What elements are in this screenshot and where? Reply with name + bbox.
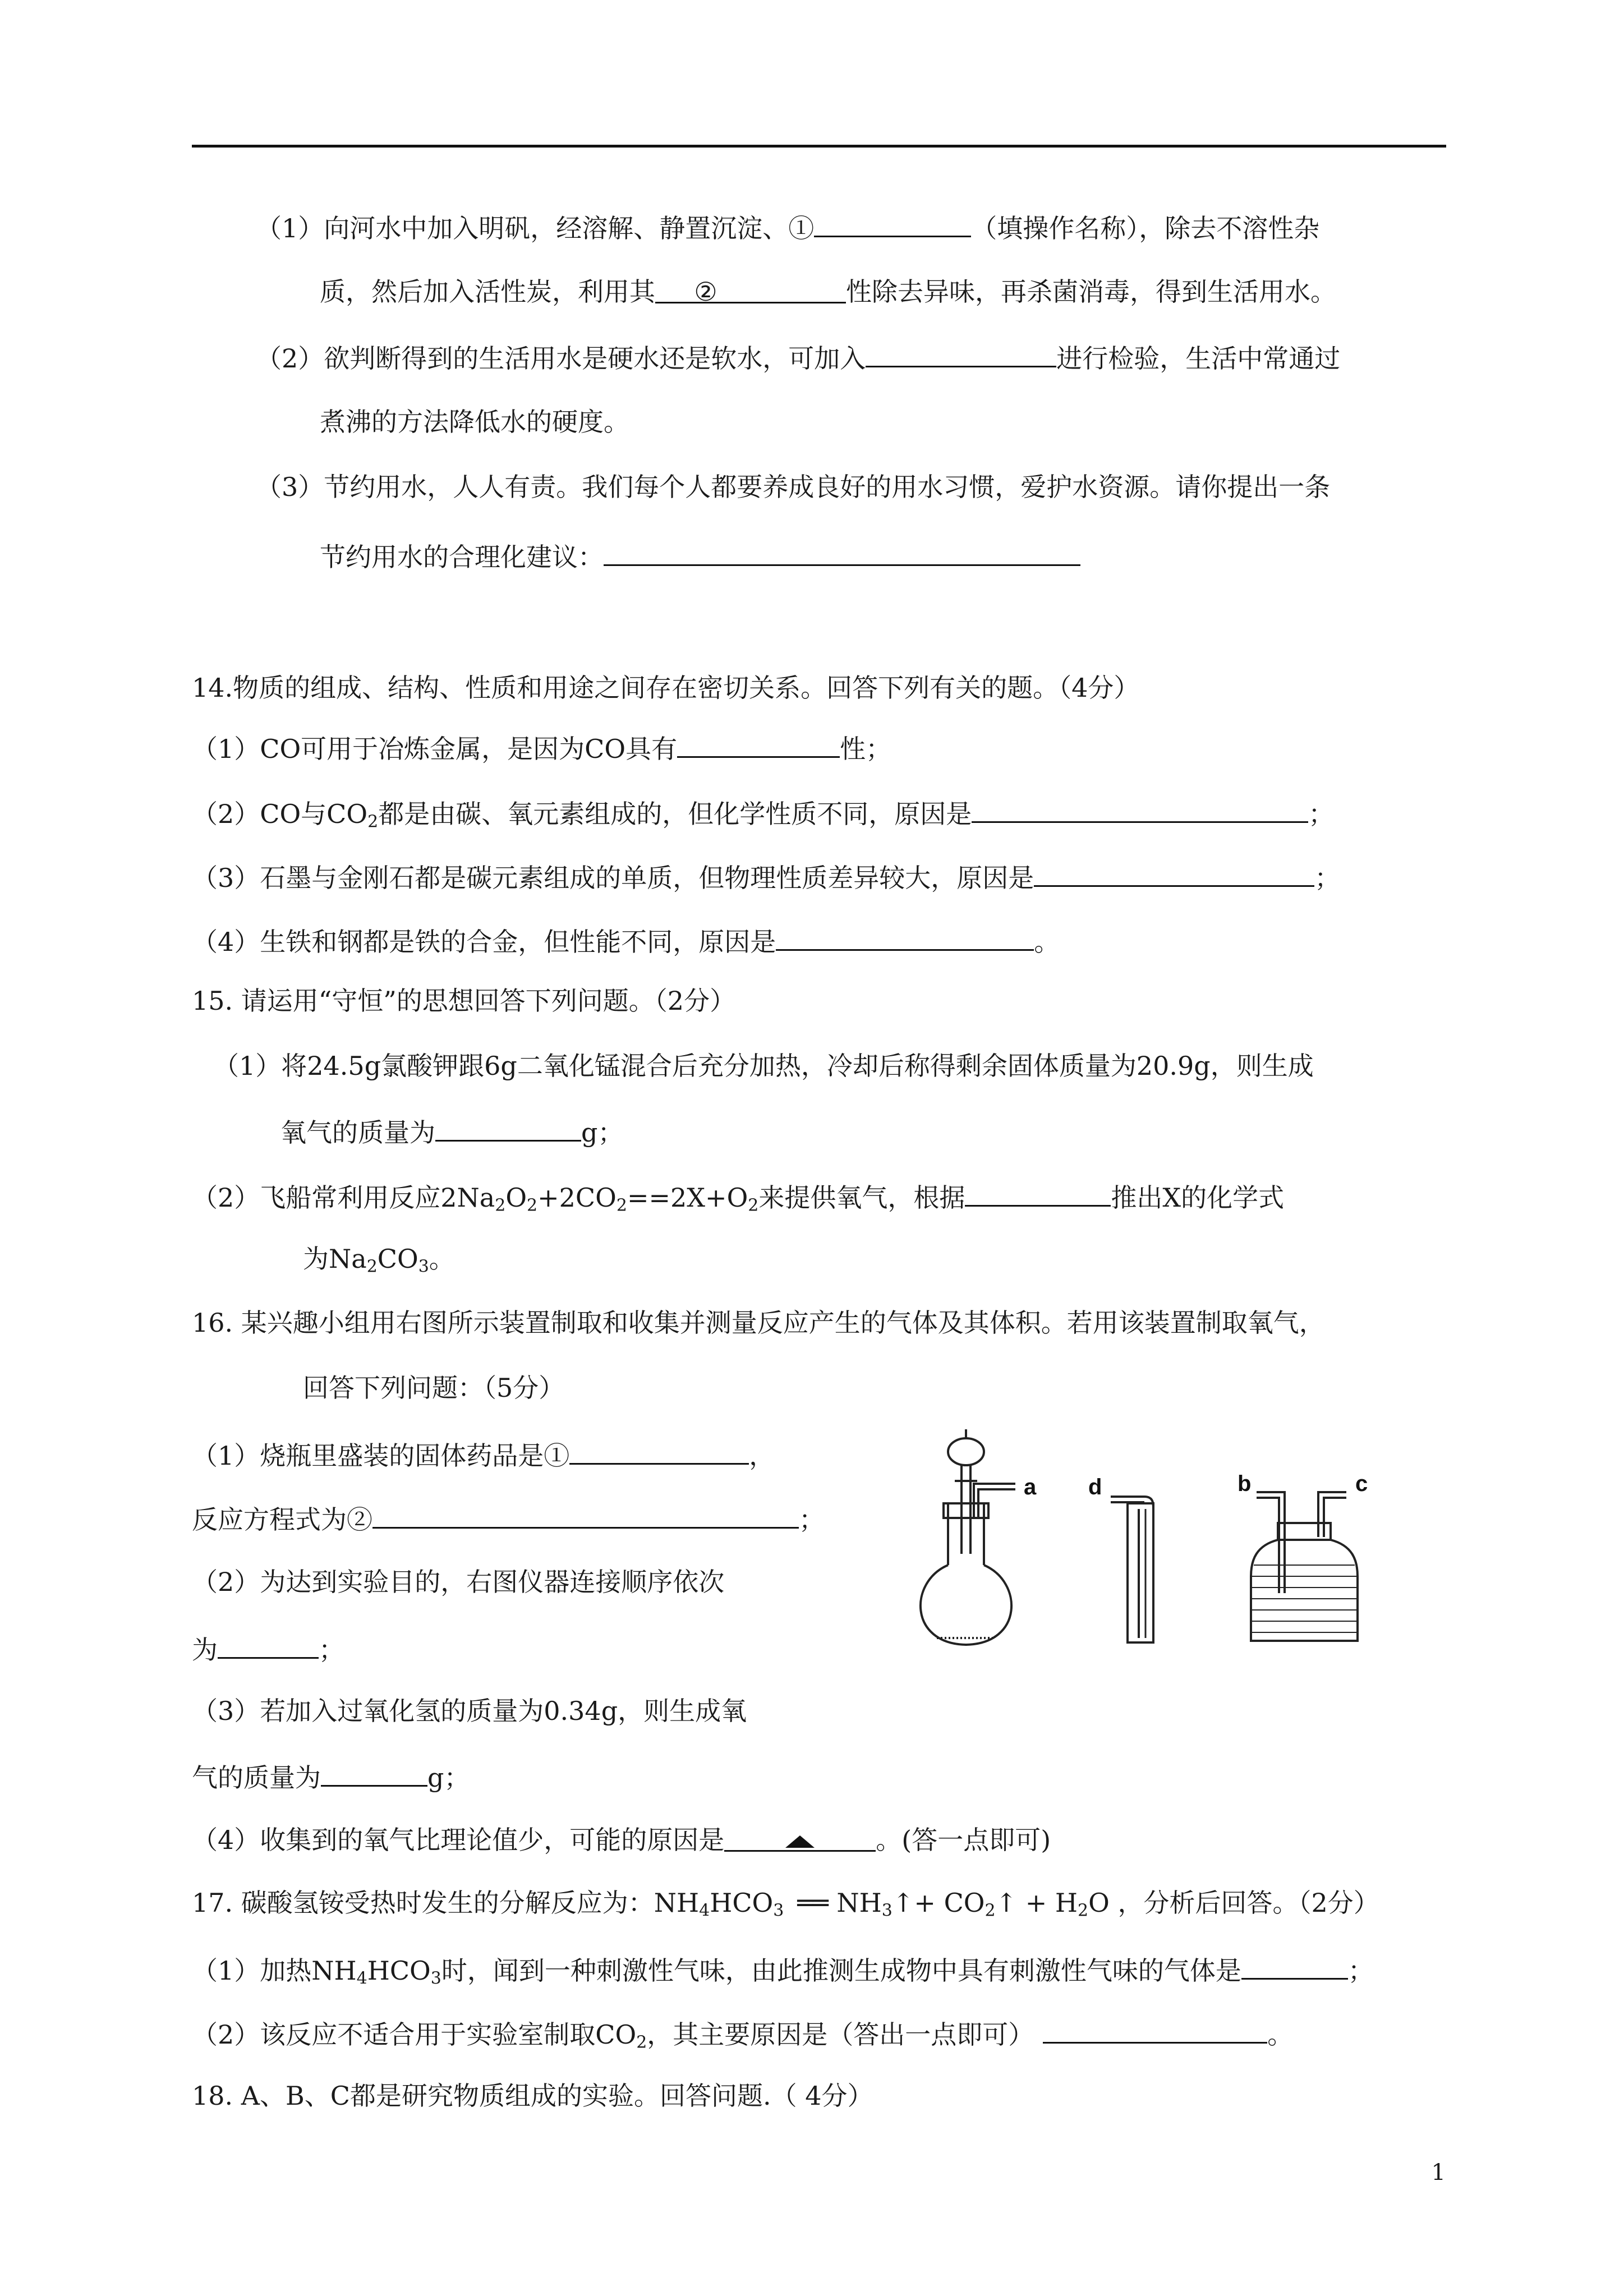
q17-text: （1）加热NH [192, 1955, 357, 1986]
q13-line-5 [256, 470, 1330, 504]
q17-text: HCO [367, 1955, 431, 1986]
q13-text: （3）节约用水，人人有责。我们每个人都要养成良好的用水习惯，爱护水资源。请你提出一条 [256, 472, 1331, 502]
question-title: 17. 碳酸氢铵受热时发生的分解反应为：NH [192, 1888, 700, 1918]
q15-text: 推出X的化学式 [1111, 1182, 1285, 1213]
q13-line-1 [256, 209, 1319, 245]
q16-title [192, 1306, 1325, 1340]
q16-text: （2）为达到实验目的，右图仪器连接顺序依次 [192, 1567, 725, 1597]
q14-text: ； [1308, 799, 1335, 829]
subscript: 2 [495, 1195, 506, 1216]
apparatus-diagram [903, 1425, 1470, 1649]
answer-blank[interactable] [965, 1178, 1111, 1207]
q16-line-3 [192, 1565, 724, 1599]
answer-blank[interactable] [724, 1823, 876, 1852]
label-c: c [1355, 1471, 1368, 1496]
answer-blank[interactable] [435, 1113, 581, 1142]
page-number: 1 [1431, 2160, 1446, 2185]
q13-text: 煮沸的方法降低水的硬度。 [320, 407, 629, 437]
q16-text: ， [749, 1441, 775, 1471]
gas-bottle [1251, 1492, 1358, 1641]
q14-text: （1）CO可用于冶炼金属，是因为CO具有 [192, 734, 678, 764]
question-title: 回答下列问题：（5分） [303, 1373, 565, 1403]
q15-text: ==2X+O [627, 1182, 748, 1213]
q17-text: 。 [1267, 2019, 1294, 2050]
q14-line-2 [192, 794, 1334, 831]
subscript: 3 [418, 1257, 429, 1277]
q16-line-7 [192, 1823, 1051, 1857]
header-rule [192, 145, 1446, 148]
q15-title [192, 984, 735, 1018]
q15-text: （2）飞船常利用反应2Na [192, 1182, 495, 1213]
label-a: a [1024, 1475, 1037, 1499]
q17-title [192, 1886, 1379, 1920]
answer-blank[interactable] [1034, 858, 1314, 887]
subscript: 2 [527, 1195, 538, 1216]
q13-text: 进行检验，生活中常通过 [1056, 343, 1341, 374]
subscript: 4 [699, 1901, 710, 1921]
q14-text: （3）石墨与金刚石都是碳元素组成的单质，但物理性质差异较大，原因是 [192, 863, 1034, 893]
q15-line-2 [280, 1113, 623, 1149]
answer-blank[interactable] [321, 1758, 427, 1787]
q16-text: g； [427, 1763, 470, 1793]
q13-line-4 [320, 405, 629, 439]
q15-line-3 [192, 1178, 1284, 1214]
q17-text: （2）该反应不适合用于实验室制取CO [192, 2019, 637, 2050]
q16-text: 。(答一点即可) [876, 1825, 1051, 1855]
q16-text: 为 [192, 1635, 218, 1665]
q15-line-1 [213, 1049, 1314, 1083]
q15-text: g； [581, 1117, 624, 1148]
question-title: O ，分析后回答。（2分） [1088, 1888, 1379, 1918]
q17-text: ，其主要原因是（答出一点即可） [647, 2019, 1034, 2050]
answer-blank[interactable] [1043, 2015, 1267, 2044]
q16-line-2 [192, 1500, 825, 1536]
answer-blank[interactable] [972, 794, 1308, 823]
question-title: HCO [710, 1888, 774, 1918]
answer-blank[interactable] [604, 537, 1080, 566]
q14-text: 性； [840, 734, 892, 764]
subscript: 3 [881, 1901, 892, 1921]
answer-blank[interactable] [776, 922, 1034, 951]
q13-line-3 [256, 339, 1340, 375]
q14-title [192, 671, 1139, 705]
question-title: 14.物质的组成、结构、性质和用途之间存在密切关系。回答下列有关的题。（4分） [192, 673, 1140, 703]
subscript: 2 [367, 812, 379, 832]
q13-text: 节约用水的合理化建议： [320, 542, 604, 572]
q16-text: （1）烧瓶里盛装的固体药品是① [192, 1441, 570, 1471]
answer-blank[interactable] [569, 1436, 749, 1465]
answer-blank[interactable] [372, 1500, 799, 1529]
q16-text: 反应方程式为② [192, 1504, 372, 1535]
q16-text: （3）若加入过氧化氢的质量为0.34g，则生成氧 [192, 1696, 747, 1726]
answer-blank[interactable] [814, 209, 971, 237]
question-title: ↑+ CO [892, 1888, 985, 1918]
label-b: b [1237, 1471, 1252, 1496]
q14-line-4 [192, 922, 1060, 959]
q13-text: （2）欲判断得到的生活用水是硬水还是软水，可加入 [256, 343, 866, 374]
q16-line-5 [192, 1694, 747, 1728]
question-title: ══ NH [797, 1888, 882, 1918]
answer-blank[interactable] [866, 339, 1056, 367]
q14-text: （4）生铁和钢都是铁的合金，但性能不同，原因是 [192, 927, 776, 957]
q13-text: （1）向河水中加入明矾，经溶解、静置沉淀、① [256, 213, 815, 243]
question-title: 18. A、B、C都是研究物质组成的实验。回答问题.（ 4分） [192, 2081, 873, 2111]
q15-text: 氧气的质量为 [280, 1117, 435, 1148]
q16-title-cont [303, 1371, 564, 1405]
q15-text: 。 [429, 1244, 455, 1274]
question-title: 15. 请运用“守恒”的思想回答下列问题。（2分） [192, 986, 736, 1016]
q13-line-6 [320, 537, 1080, 574]
q14-text: ； [1314, 863, 1341, 893]
q16-text: ； [799, 1504, 825, 1535]
q15-text: 为Na [303, 1244, 367, 1274]
q15-line-4 [303, 1242, 455, 1276]
subscript: 3 [430, 1968, 441, 1989]
q16-text: ； [319, 1635, 344, 1665]
graduated-cylinder [1111, 1497, 1153, 1642]
q18-title [192, 2079, 873, 2113]
q14-text: 都是由碳、氧元素组成的，但化学性质不同，原因是 [378, 799, 972, 829]
answer-blank[interactable] [677, 729, 840, 758]
subscript: 2 [366, 1257, 378, 1277]
question-title: ↑ + H [995, 1888, 1078, 1918]
q16-text: 气的质量为 [192, 1763, 321, 1793]
subscript: 3 [773, 1901, 784, 1921]
q14-line-3 [192, 858, 1340, 895]
flask-with-funnel [921, 1429, 1015, 1645]
q13-text: 质，然后加入活性炭，利用其 [320, 277, 655, 307]
q15-text: 来提供氧气，根据 [758, 1182, 965, 1213]
answer-blank[interactable] [1241, 1951, 1348, 1980]
subscript: 4 [356, 1968, 367, 1989]
q15-text: O [505, 1182, 527, 1213]
q13-text: （填操作名称），除去不溶性杂 [971, 213, 1320, 243]
subscript: 2 [1078, 1901, 1089, 1921]
blank-number: ② [694, 277, 717, 307]
caret-mark-icon [785, 1835, 815, 1848]
q15-text: （1）将24.5g氯酸钾跟6g二氧化锰混合后充分加热，冷却后称得剩余固体质量为20.9g，则生成 [213, 1051, 1314, 1081]
subscript: 2 [616, 1195, 627, 1216]
q14-text: 。 [1034, 927, 1060, 957]
q14-line-1 [192, 729, 891, 766]
q17-line-1 [192, 1951, 1374, 1987]
q14-text: （2）CO与CO [192, 799, 368, 829]
label-d: d [1088, 1475, 1102, 1499]
q15-text: CO [377, 1244, 418, 1274]
answer-blank[interactable] [218, 1630, 319, 1659]
answer-blank[interactable] [655, 275, 846, 307]
q17-text: ； [1347, 1955, 1374, 1986]
q15-text: +2CO [537, 1182, 617, 1213]
subscript: 2 [748, 1195, 759, 1216]
q17-line-2 [192, 2015, 1293, 2051]
question-title: 16. 某兴趣小组用右图所示装置制取和收集并测量反应产生的气体及其体积。若用该装置制取氧气， [192, 1308, 1325, 1338]
q13-text: 性除去异味，再杀菌消毒，得到生活用水。 [846, 277, 1336, 307]
q16-text: （4）收集到的氧气比理论值少，可能的原因是 [192, 1825, 725, 1855]
subscript: 2 [984, 1901, 996, 1921]
q17-text: 时，闻到一种刺激性气味，由此推测生成物中具有刺激性气味的气体是 [441, 1955, 1241, 1986]
q13-line-2 [320, 275, 1336, 309]
q16-line-4 [192, 1630, 344, 1667]
q16-line-1 [192, 1436, 775, 1473]
subscript: 2 [636, 2032, 647, 2053]
q16-line-6 [192, 1758, 470, 1795]
